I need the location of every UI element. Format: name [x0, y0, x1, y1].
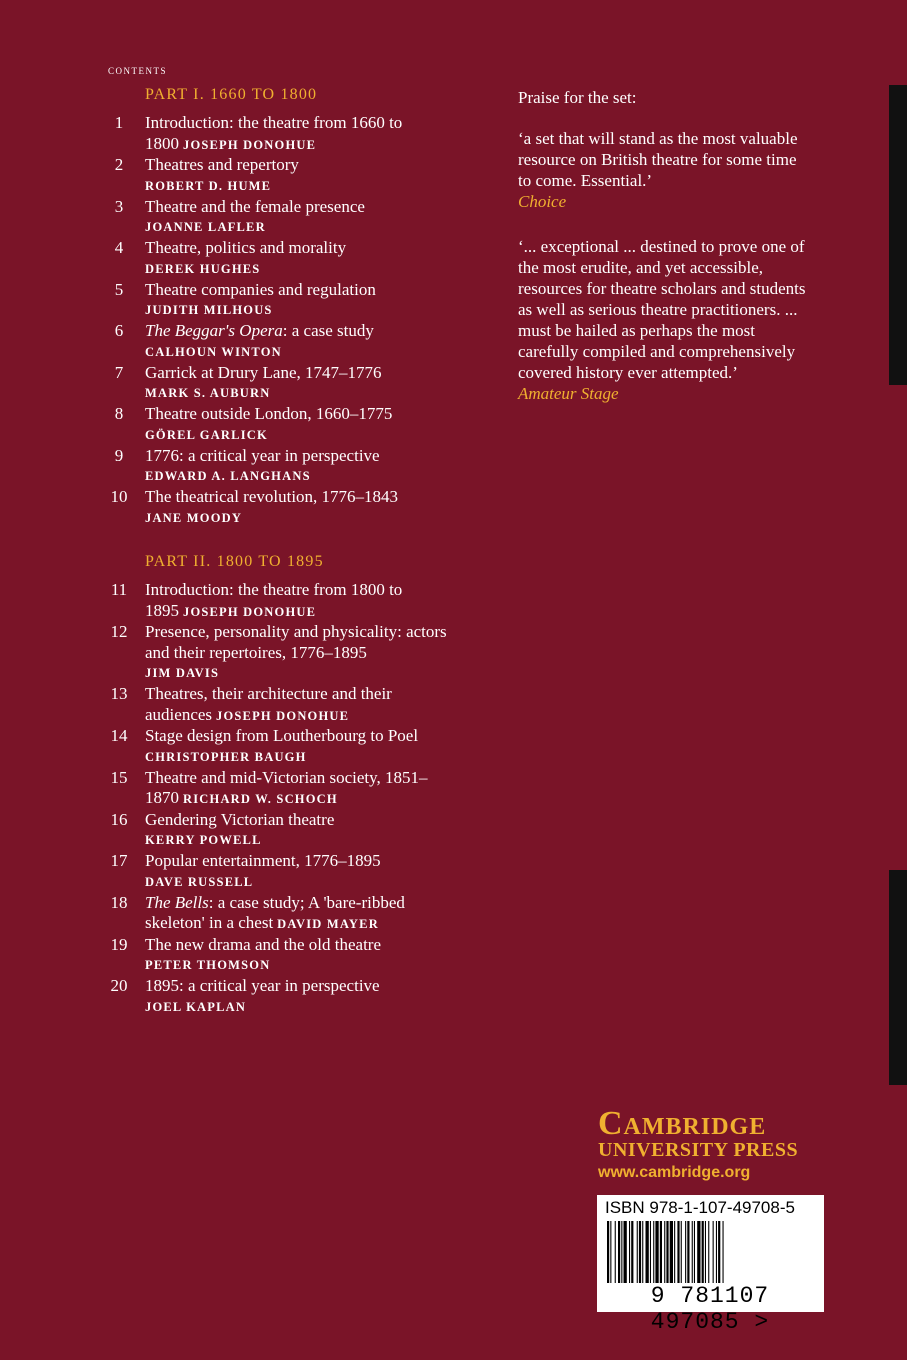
toc-entry-author: DAVID MAYER	[277, 917, 379, 931]
part1-heading: PART I. 1660 TO 1800	[145, 86, 318, 103]
toc-entry-author: JUDITH MILHOUS	[145, 303, 273, 317]
toc-entry-number: 10	[110, 487, 128, 506]
toc-part1	[108, 113, 458, 529]
praise-quote-1	[518, 128, 808, 212]
toc-part2	[108, 580, 458, 1018]
publisher-subtitle: UNIVERSITY PRESS	[598, 1139, 799, 1161]
toc-entry-number: 17	[110, 851, 128, 870]
toc-entry	[108, 238, 458, 280]
praise-source: Amateur Stage	[518, 384, 619, 403]
barcode-bar	[610, 1221, 611, 1283]
publisher-name: Cambridge	[598, 1105, 767, 1142]
barcode-bar	[655, 1221, 658, 1283]
praise-heading: Praise for the set:	[518, 88, 637, 107]
toc-entry-title: Gendering Victorian theatre	[145, 809, 335, 829]
toc-entry-author: RICHARD W. SCHOCH	[183, 792, 338, 806]
barcode-bar	[624, 1221, 627, 1283]
barcode-bar	[639, 1221, 641, 1283]
toc-entry-title: Presence, personality and physicality: actors and their repertoires, 1776–1895	[145, 622, 447, 662]
toc-entry-title: Theatre and the female presence	[145, 196, 365, 216]
barcode-box	[597, 1195, 824, 1335]
toc-entry	[108, 851, 458, 893]
toc-entry-author: JIM DAVIS	[145, 666, 220, 680]
barcode-bar	[637, 1221, 638, 1283]
toc-entry-number: 3	[114, 196, 124, 216]
publisher-url: www.cambridge.org	[598, 1164, 751, 1181]
barcode-bar	[716, 1221, 717, 1283]
toc-entry-number: 19	[110, 934, 128, 954]
barcode-bar	[674, 1221, 675, 1283]
toc-entry	[108, 580, 458, 622]
barcode-bar	[607, 1221, 609, 1283]
toc-entry-author: JOANNE LAFLER	[145, 220, 266, 234]
toc-entry-number: 8	[114, 404, 124, 423]
toc-entry-number: 15	[110, 767, 128, 787]
toc-entry-number: 14	[110, 726, 128, 745]
toc-entry-title: Introduction: the theatre from 1660 to 1800 JOSEPH DONOHUE	[145, 113, 403, 153]
toc-entry-title: Theatres and repertory	[145, 155, 299, 174]
toc-entry-title: 1895: a critical year in perspective	[145, 976, 380, 995]
toc-entry-title: Theatre, politics and morality	[145, 238, 347, 257]
toc-entry-number: 18	[110, 892, 128, 912]
barcode-bar	[646, 1221, 649, 1283]
barcode-bar	[705, 1221, 706, 1283]
isbn-text: ISBN 978-1-107-49708-5	[605, 1198, 795, 1217]
barcode-bar	[631, 1221, 633, 1283]
barcode-bar	[708, 1221, 709, 1283]
toc-entry-number: 11	[110, 580, 128, 599]
toc-entry-title: The Bells: a case study; A 'bare-ribbed skeleton' in a chest DAVID MAYER	[145, 892, 405, 932]
barcode-bar	[702, 1221, 704, 1283]
praise-quote-text: ‘... exceptional ... destined to prove one of the most erudite, and yet accessible, resources for theatre scholars and students as well as serious theatre practitioners. ... must be hailed as perhaps the most carefully compiled and comprehensively covered history ever attempted.’	[518, 237, 806, 382]
barcode-bar	[629, 1221, 630, 1283]
barcode-bar	[615, 1221, 616, 1283]
toc-entry-author: DEREK HUGHES	[145, 261, 261, 276]
barcode-bar	[660, 1221, 662, 1283]
toc-entry-author: JOSEPH DONOHUE	[216, 708, 350, 723]
toc-entry-number: 20	[110, 976, 128, 995]
toc-entry	[108, 404, 458, 446]
toc-entry-number: 4	[114, 238, 124, 257]
barcode-bar	[642, 1221, 643, 1283]
toc-entry	[108, 446, 458, 488]
barcode-bar	[692, 1221, 693, 1283]
toc-entry-author: ROBERT D. HUME	[145, 178, 272, 193]
toc-entry-author: KERRY POWELL	[145, 833, 262, 847]
toc-entry-title: Popular entertainment, 1776–1895	[145, 851, 381, 870]
toc-entry	[108, 726, 458, 768]
barcode-bar	[723, 1221, 724, 1283]
toc-entry-author: JOSEPH DONOHUE	[183, 137, 317, 152]
toc-entry-author: MARK S. AUBURN	[145, 386, 271, 400]
barcode-bar	[653, 1221, 654, 1283]
praise-quote-2	[518, 236, 808, 404]
toc-entry-number: 1	[114, 113, 124, 132]
barcode-bar	[681, 1221, 682, 1283]
barcode-bar	[666, 1221, 668, 1283]
toc-entry-title: Theatres, their architecture and their audiences JOSEPH DONOHUE	[145, 684, 392, 724]
barcode-bar	[677, 1221, 679, 1283]
toc-entry	[108, 810, 458, 852]
toc-entry-author: GÖREL GARLICK	[145, 427, 268, 442]
toc-entry	[108, 280, 458, 322]
toc-entry-title: The Beggar's Opera: a case study	[145, 321, 374, 340]
part2-heading: PART II. 1800 TO 1895	[145, 553, 324, 570]
praise-quote-text: ‘a set that will stand as the most valuable resource on British theatre for some time to come. Essential.’	[518, 129, 798, 190]
toc-entry	[108, 155, 458, 197]
toc-entry-author: DAVE RUSSELL	[145, 874, 254, 889]
toc-entry-author: CALHOUN WINTON	[145, 344, 282, 359]
toc-entry-author: JOEL KAPLAN	[145, 999, 247, 1014]
spine-mark-top	[889, 85, 907, 385]
barcode-bar	[697, 1221, 700, 1283]
spine-mark-bottom	[889, 870, 907, 1085]
toc-entry-title: 1776: a critical year in perspective	[145, 445, 380, 465]
toc-entry-number: 2	[114, 155, 124, 174]
barcode-bar	[664, 1221, 665, 1283]
toc-entry	[108, 976, 458, 1018]
barcode-bar	[650, 1221, 651, 1283]
toc-entry	[108, 321, 458, 363]
toc-entry-title: Garrick at Drury Lane, 1747–1776	[145, 362, 382, 382]
toc-entry	[108, 935, 458, 977]
toc-entry	[108, 768, 458, 810]
toc-entry-title: The theatrical revolution, 1776–1843	[145, 487, 399, 506]
ean-text: 9 781107 497085 >	[650, 1283, 770, 1335]
toc-entry-author: JOSEPH DONOHUE	[183, 604, 317, 619]
toc-entry	[108, 684, 458, 726]
toc-entry-title: Theatre and mid-Victorian society, 1851–1870 RICHARD W. SCHOCH	[145, 767, 428, 807]
toc-entry-number: 9	[114, 445, 124, 465]
toc-entry-number: 13	[110, 684, 128, 703]
barcode-bar	[713, 1221, 714, 1283]
barcode-bar	[694, 1221, 695, 1283]
toc-entry-title: Introduction: the theatre from 1800 to 1895 JOSEPH DONOHUE	[145, 580, 403, 620]
toc-entry-title: Theatre outside London, 1660–1775	[145, 404, 393, 423]
publisher-logo	[598, 1105, 798, 1182]
toc-entry	[108, 893, 458, 935]
toc-entry-title: Stage design from Loutherbourg to Poel	[145, 726, 419, 745]
toc-entry	[108, 113, 458, 155]
barcode-bar	[621, 1221, 622, 1283]
barcode-bars	[605, 1221, 815, 1283]
toc-entry	[108, 363, 458, 405]
barcode-bar	[687, 1221, 689, 1283]
barcode-bar	[618, 1221, 620, 1283]
toc-entry-number: 16	[110, 809, 128, 829]
toc-entry-author: PETER THOMSON	[145, 958, 271, 972]
barcode-bar	[670, 1221, 673, 1283]
toc-entry-title: Theatre companies and regulation	[145, 279, 376, 299]
toc-entry-number: 12	[110, 622, 128, 641]
toc-entry-number: 5	[114, 279, 124, 299]
toc-entry-author: JANE MOODY	[145, 510, 243, 525]
toc-entry-title: The new drama and the old theatre	[145, 934, 382, 954]
barcode-bar	[718, 1221, 720, 1283]
toc-entry-author: EDWARD A. LANGHANS	[145, 469, 311, 483]
barcode-bar	[685, 1221, 686, 1283]
toc-entry	[108, 622, 458, 684]
praise-source: Choice	[518, 192, 567, 211]
contents-heading: contents	[108, 62, 167, 77]
toc-entry-number: 7	[114, 362, 124, 382]
toc-entry	[108, 197, 458, 239]
toc-entry	[108, 487, 458, 529]
toc-entry-author: CHRISTOPHER BAUGH	[145, 749, 307, 764]
toc-entry-number: 6	[114, 321, 124, 340]
